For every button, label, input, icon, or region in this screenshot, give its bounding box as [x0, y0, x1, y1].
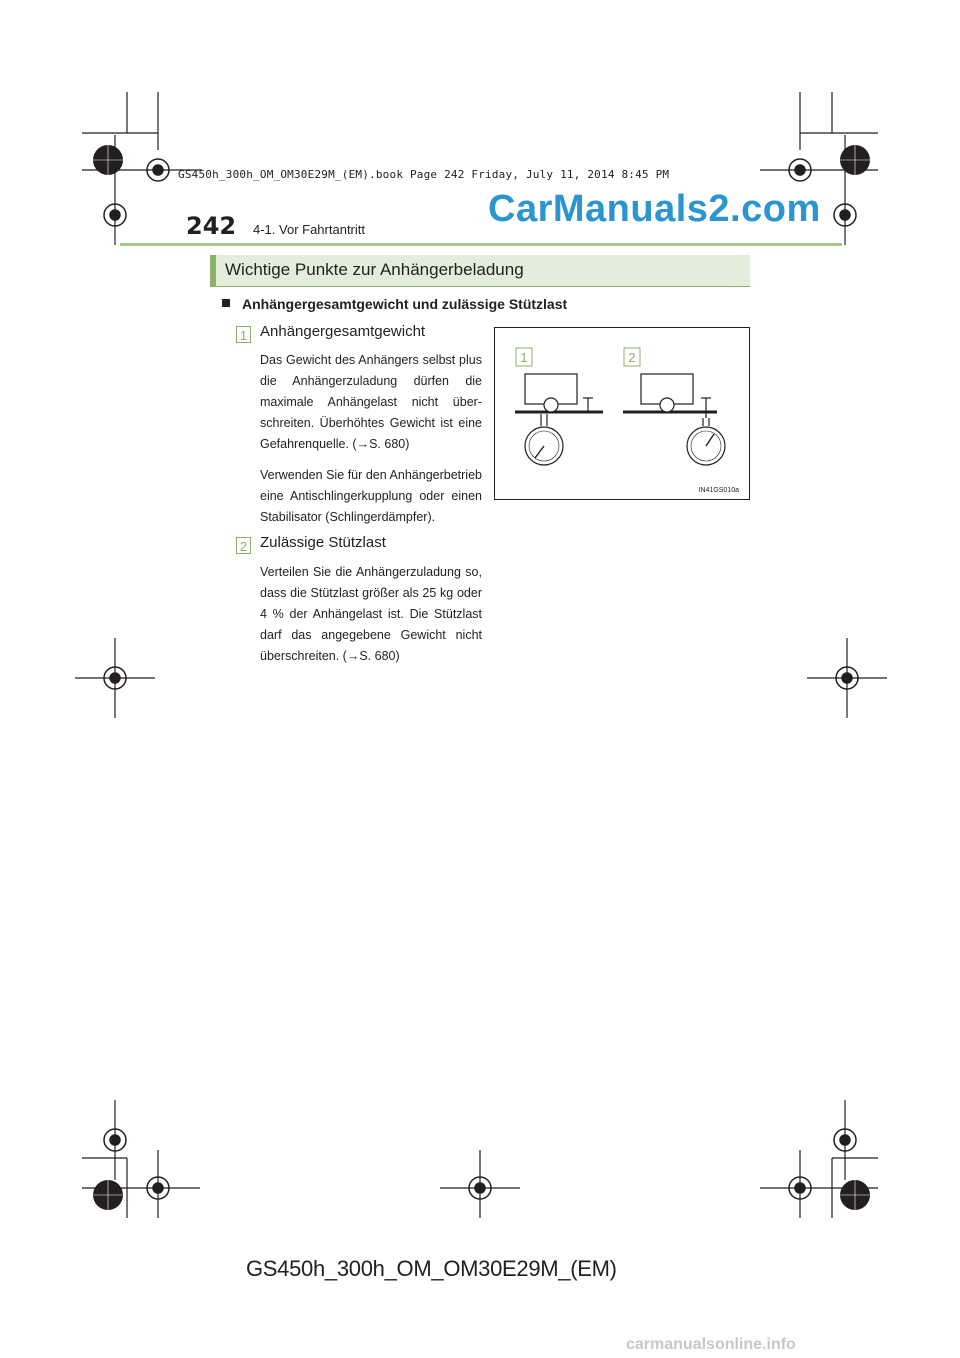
subheading-text: Anhängergesamtgewicht und zulässige Stützlast — [242, 296, 568, 312]
paragraph: Das Gewicht des Anhängers selbst plus die Anhängerzuladung dürfen die maximale Anhängelast nicht überschreiten. Überhöhtes Gewicht ist eine Gefahrenquelle. (→S. 680) — [260, 353, 482, 451]
watermark-top[interactable]: CarManuals2.com — [488, 188, 821, 230]
watermark-bottom[interactable]: carmanualsonline.info — [626, 1336, 796, 1353]
item-heading-1: Anhängergesamtgewicht — [260, 323, 426, 340]
section-bar-underline — [210, 286, 750, 287]
trailer-weight-illustration — [494, 327, 750, 500]
square-bullet-icon — [222, 299, 230, 307]
header-rule — [120, 243, 842, 246]
page-number: 242 — [186, 212, 237, 240]
item-number-1: 1 — [236, 326, 251, 343]
trailer-left — [515, 374, 603, 465]
subheading — [222, 296, 567, 312]
paragraph: Verteilen Sie die Anhängerzuladung so, dass die Stützlast größer als 25 kg oder 4 % der Anhängelast ist. Die Stützlast darf das angegebene Gewicht nicht überschreiten. (→S. 680) — [260, 565, 482, 663]
item-body-1 — [260, 350, 482, 528]
callout-2: 2 — [628, 350, 636, 365]
paragraph: Verwenden Sie für den Anhängerbetrieb eine Antischlingerkupplung oder einen Stabilisator (Schlingerdämpfer). — [260, 468, 482, 524]
trailer-right — [623, 374, 725, 465]
section-title: Wichtige Punkte zur Anhängerbeladung — [225, 260, 524, 279]
trailer-scale-diagram — [495, 328, 749, 499]
item-number-2: 2 — [236, 537, 251, 554]
callout-1: 1 — [520, 350, 528, 365]
file-stamp: GS450h_300h_OM_OM30E29M_(EM).book Page 242 Friday, July 11, 2014 8:45 PM — [178, 168, 670, 181]
chapter-title: 4-1. Vor Fahrtantritt — [253, 222, 365, 237]
item-heading-2: Zulässige Stützlast — [260, 534, 386, 551]
illustration-code: IN41GS010a — [698, 487, 739, 494]
item-body-2 — [260, 562, 482, 667]
footer-title: GS450h_300h_OM_OM30E29M_(EM) — [246, 1256, 617, 1281]
